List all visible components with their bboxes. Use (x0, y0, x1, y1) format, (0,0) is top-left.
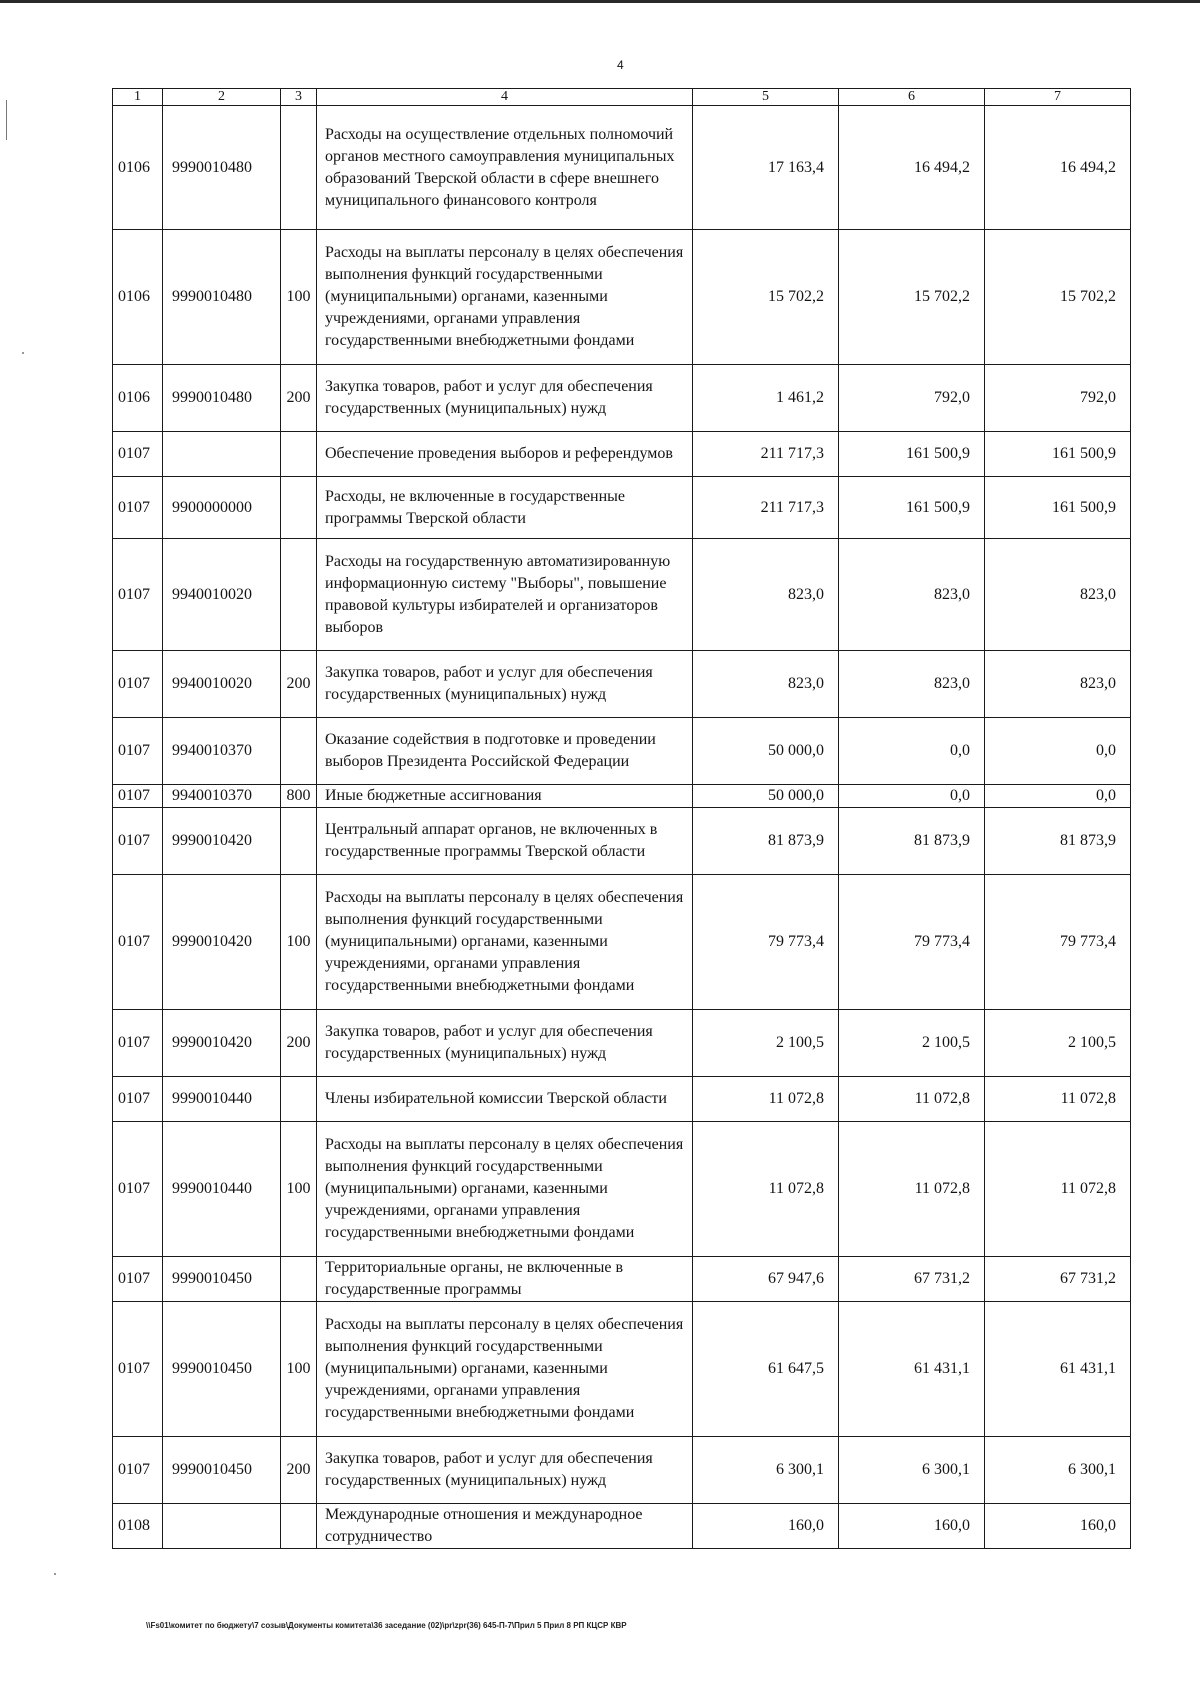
amount-col7-cell: 67 731,2 (985, 1257, 1131, 1302)
description-cell: Центральный аппарат органов, не включенных в государственные программы Тверской области (317, 808, 693, 875)
header-cell: 4 (317, 89, 693, 106)
amount-col7-cell: 161 500,9 (985, 477, 1131, 539)
table-row (113, 718, 1131, 785)
target-article-cell: 9940010020 (163, 651, 281, 718)
table-row (113, 875, 1131, 1010)
amount-col6-cell: 6 300,1 (839, 1437, 985, 1504)
description-cell: Расходы на выплаты персоналу в целях обеспечения выполнения функций государственными (муниципальными) органами, казенными учреждениями, органами управления государственными внебюджетными фондами (317, 1122, 693, 1257)
amount-col6-cell: 81 873,9 (839, 808, 985, 875)
amount-col7-cell: 792,0 (985, 365, 1131, 432)
section-code-cell: 0108 (113, 1504, 163, 1549)
amount-col5-cell: 211 717,3 (693, 432, 839, 477)
section-code-cell: 0107 (113, 477, 163, 539)
amount-col6-cell: 823,0 (839, 651, 985, 718)
description-cell: Международные отношения и международное сотрудничество (317, 1504, 693, 1549)
description-cell: Члены избирательной комиссии Тверской области (317, 1077, 693, 1122)
amount-col5-cell: 2 100,5 (693, 1010, 839, 1077)
amount-col6-cell: 161 500,9 (839, 432, 985, 477)
target-article-cell: 9990010420 (163, 808, 281, 875)
amount-col5-cell: 15 702,2 (693, 230, 839, 365)
target-article-cell (163, 432, 281, 477)
amount-col6-cell: 11 072,8 (839, 1122, 985, 1257)
section-code-cell: 0106 (113, 230, 163, 365)
header-cell: 2 (163, 89, 281, 106)
description-cell: Закупка товаров, работ и услуг для обеспечения государственных (муниципальных) нужд (317, 651, 693, 718)
expense-type-cell: 100 (281, 1302, 317, 1437)
section-code-cell: 0107 (113, 718, 163, 785)
target-article-cell: 9990010440 (163, 1122, 281, 1257)
amount-col7-cell: 11 072,8 (985, 1077, 1131, 1122)
amount-col5-cell: 211 717,3 (693, 477, 839, 539)
amount-col7-cell: 0,0 (985, 718, 1131, 785)
target-article-cell: 9940010020 (163, 539, 281, 651)
description-cell: Обеспечение проведения выборов и референдумов (317, 432, 693, 477)
section-code-cell: 0107 (113, 1010, 163, 1077)
amount-col6-cell: 61 431,1 (839, 1302, 985, 1437)
amount-col5-cell: 11 072,8 (693, 1122, 839, 1257)
description-cell: Расходы на государственную автоматизированную информационную систему "Выборы", повышение правовой культуры избирателей и организаторов выборов (317, 539, 693, 651)
description-cell: Территориальные органы, не включенные в государственные программы (317, 1257, 693, 1302)
table-row (113, 785, 1131, 808)
expense-type-cell: 100 (281, 875, 317, 1010)
section-code-cell: 0107 (113, 1257, 163, 1302)
table-row (113, 1437, 1131, 1504)
expense-type-cell: 800 (281, 785, 317, 808)
amount-col5-cell: 823,0 (693, 539, 839, 651)
target-article-cell: 9990010480 (163, 106, 281, 230)
amount-col6-cell: 67 731,2 (839, 1257, 985, 1302)
target-article-cell: 9940010370 (163, 785, 281, 808)
scan-margin-mark (6, 100, 7, 140)
header-cell: 1 (113, 89, 163, 106)
amount-col7-cell: 15 702,2 (985, 230, 1131, 365)
description-cell: Расходы на выплаты персоналу в целях обеспечения выполнения функций государственными (муниципальными) органами, казенными учреждениями, органами управления государственными внебюджетными фондами (317, 875, 693, 1010)
amount-col6-cell: 2 100,5 (839, 1010, 985, 1077)
table-row (113, 651, 1131, 718)
section-code-cell: 0107 (113, 785, 163, 808)
expense-type-cell (281, 1504, 317, 1549)
table-row (113, 1504, 1131, 1549)
amount-col7-cell: 11 072,8 (985, 1122, 1131, 1257)
amount-col5-cell: 1 461,2 (693, 365, 839, 432)
amount-col7-cell: 6 300,1 (985, 1437, 1131, 1504)
amount-col7-cell: 79 773,4 (985, 875, 1131, 1010)
header-cell: 6 (839, 89, 985, 106)
amount-col6-cell: 0,0 (839, 718, 985, 785)
amount-col5-cell: 6 300,1 (693, 1437, 839, 1504)
amount-col7-cell: 81 873,9 (985, 808, 1131, 875)
section-code-cell: 0107 (113, 875, 163, 1010)
target-article-cell: 9990010440 (163, 1077, 281, 1122)
expense-type-cell (281, 539, 317, 651)
table-row (113, 539, 1131, 651)
amount-col5-cell: 50 000,0 (693, 718, 839, 785)
table-row (113, 477, 1131, 539)
table-row (113, 230, 1131, 365)
section-code-cell: 0107 (113, 651, 163, 718)
section-code-cell: 0107 (113, 1077, 163, 1122)
expense-type-cell: 100 (281, 230, 317, 365)
target-article-cell: 9990010480 (163, 230, 281, 365)
expense-type-cell (281, 718, 317, 785)
amount-col7-cell: 161 500,9 (985, 432, 1131, 477)
expense-type-cell: 200 (281, 1437, 317, 1504)
section-code-cell: 0106 (113, 365, 163, 432)
amount-col5-cell: 79 773,4 (693, 875, 839, 1010)
amount-col5-cell: 160,0 (693, 1504, 839, 1549)
expense-type-cell (281, 808, 317, 875)
expense-type-cell (281, 477, 317, 539)
expense-type-cell: 200 (281, 651, 317, 718)
table-row (113, 1077, 1131, 1122)
amount-col5-cell: 81 873,9 (693, 808, 839, 875)
expense-type-cell (281, 1257, 317, 1302)
description-cell: Закупка товаров, работ и услуг для обеспечения государственных (муниципальных) нужд (317, 365, 693, 432)
amount-col5-cell: 17 163,4 (693, 106, 839, 230)
table-row (113, 365, 1131, 432)
expense-type-cell (281, 106, 317, 230)
target-article-cell: 9990010450 (163, 1302, 281, 1437)
section-code-cell: 0107 (113, 808, 163, 875)
table-row (113, 106, 1131, 230)
table-row (113, 808, 1131, 875)
description-cell: Закупка товаров, работ и услуг для обеспечения государственных (муниципальных) нужд (317, 1437, 693, 1504)
description-cell: Расходы на выплаты персоналу в целях обеспечения выполнения функций государственными (муниципальными) органами, казенными учреждениями, органами управления государственными внебюджетными фондами (317, 230, 693, 365)
section-code-cell: 0106 (113, 106, 163, 230)
table-row (113, 1302, 1131, 1437)
description-cell: Оказание содействия в подготовке и проведении выборов Президента Российской Федерации (317, 718, 693, 785)
amount-col7-cell: 16 494,2 (985, 106, 1131, 230)
budget-allocation-table (112, 88, 1131, 1549)
table-row (113, 1122, 1131, 1257)
table-row (113, 432, 1131, 477)
section-code-cell: 0107 (113, 539, 163, 651)
amount-col6-cell: 11 072,8 (839, 1077, 985, 1122)
header-cell: 5 (693, 89, 839, 106)
amount-col6-cell: 16 494,2 (839, 106, 985, 230)
expense-type-cell: 200 (281, 365, 317, 432)
table-header-row (113, 89, 1131, 106)
expense-type-cell: 100 (281, 1122, 317, 1257)
target-article-cell: 9900000000 (163, 477, 281, 539)
expense-type-cell (281, 1077, 317, 1122)
target-article-cell: 9990010420 (163, 1010, 281, 1077)
expense-type-cell (281, 432, 317, 477)
amount-col7-cell: 160,0 (985, 1504, 1131, 1549)
amount-col7-cell: 2 100,5 (985, 1010, 1131, 1077)
scan-speck (54, 1573, 56, 1575)
section-code-cell: 0107 (113, 1437, 163, 1504)
top-border-line (0, 0, 1200, 3)
description-cell: Расходы, не включенные в государственные программы Тверской области (317, 477, 693, 539)
description-cell: Расходы на осуществление отдельных полномочий органов местного самоуправления муниципальных образований Тверской области в сфере внешнего муниципального финансового контроля (317, 106, 693, 230)
scan-speck (22, 352, 24, 354)
page-number: 4 (617, 58, 624, 72)
amount-col6-cell: 0,0 (839, 785, 985, 808)
description-cell: Иные бюджетные ассигнования (317, 785, 693, 808)
expense-type-cell: 200 (281, 1010, 317, 1077)
amount-col6-cell: 792,0 (839, 365, 985, 432)
amount-col7-cell: 0,0 (985, 785, 1131, 808)
amount-col6-cell: 161 500,9 (839, 477, 985, 539)
target-article-cell: 9990010450 (163, 1257, 281, 1302)
target-article-cell: 9940010370 (163, 718, 281, 785)
amount-col7-cell: 61 431,1 (985, 1302, 1131, 1437)
target-article-cell: 9990010420 (163, 875, 281, 1010)
amount-col5-cell: 11 072,8 (693, 1077, 839, 1122)
amount-col5-cell: 67 947,6 (693, 1257, 839, 1302)
description-cell: Расходы на выплаты персоналу в целях обеспечения выполнения функций государственными (муниципальными) органами, казенными учреждениями, органами управления государственными внебюджетными фондами (317, 1302, 693, 1437)
header-cell: 3 (281, 89, 317, 106)
amount-col5-cell: 50 000,0 (693, 785, 839, 808)
amount-col7-cell: 823,0 (985, 651, 1131, 718)
amount-col7-cell: 823,0 (985, 539, 1131, 651)
file-path-footer: \\Fs01\комитет по бюджету\7 созыв\Документы комитета\36 заседание (02)\pr\zpr(36) 645-П-7\Прил 5 Прил 8 РП КЦСР КВР (146, 1621, 627, 1630)
target-article-cell (163, 1504, 281, 1549)
amount-col5-cell: 61 647,5 (693, 1302, 839, 1437)
table-row (113, 1010, 1131, 1077)
amount-col6-cell: 15 702,2 (839, 230, 985, 365)
section-code-cell: 0107 (113, 1122, 163, 1257)
table-row (113, 1257, 1131, 1302)
amount-col6-cell: 79 773,4 (839, 875, 985, 1010)
target-article-cell: 9990010480 (163, 365, 281, 432)
amount-col6-cell: 823,0 (839, 539, 985, 651)
amount-col6-cell: 160,0 (839, 1504, 985, 1549)
header-cell: 7 (985, 89, 1131, 106)
target-article-cell: 9990010450 (163, 1437, 281, 1504)
amount-col5-cell: 823,0 (693, 651, 839, 718)
table-body (113, 106, 1131, 1549)
description-cell: Закупка товаров, работ и услуг для обеспечения государственных (муниципальных) нужд (317, 1010, 693, 1077)
section-code-cell: 0107 (113, 432, 163, 477)
section-code-cell: 0107 (113, 1302, 163, 1437)
